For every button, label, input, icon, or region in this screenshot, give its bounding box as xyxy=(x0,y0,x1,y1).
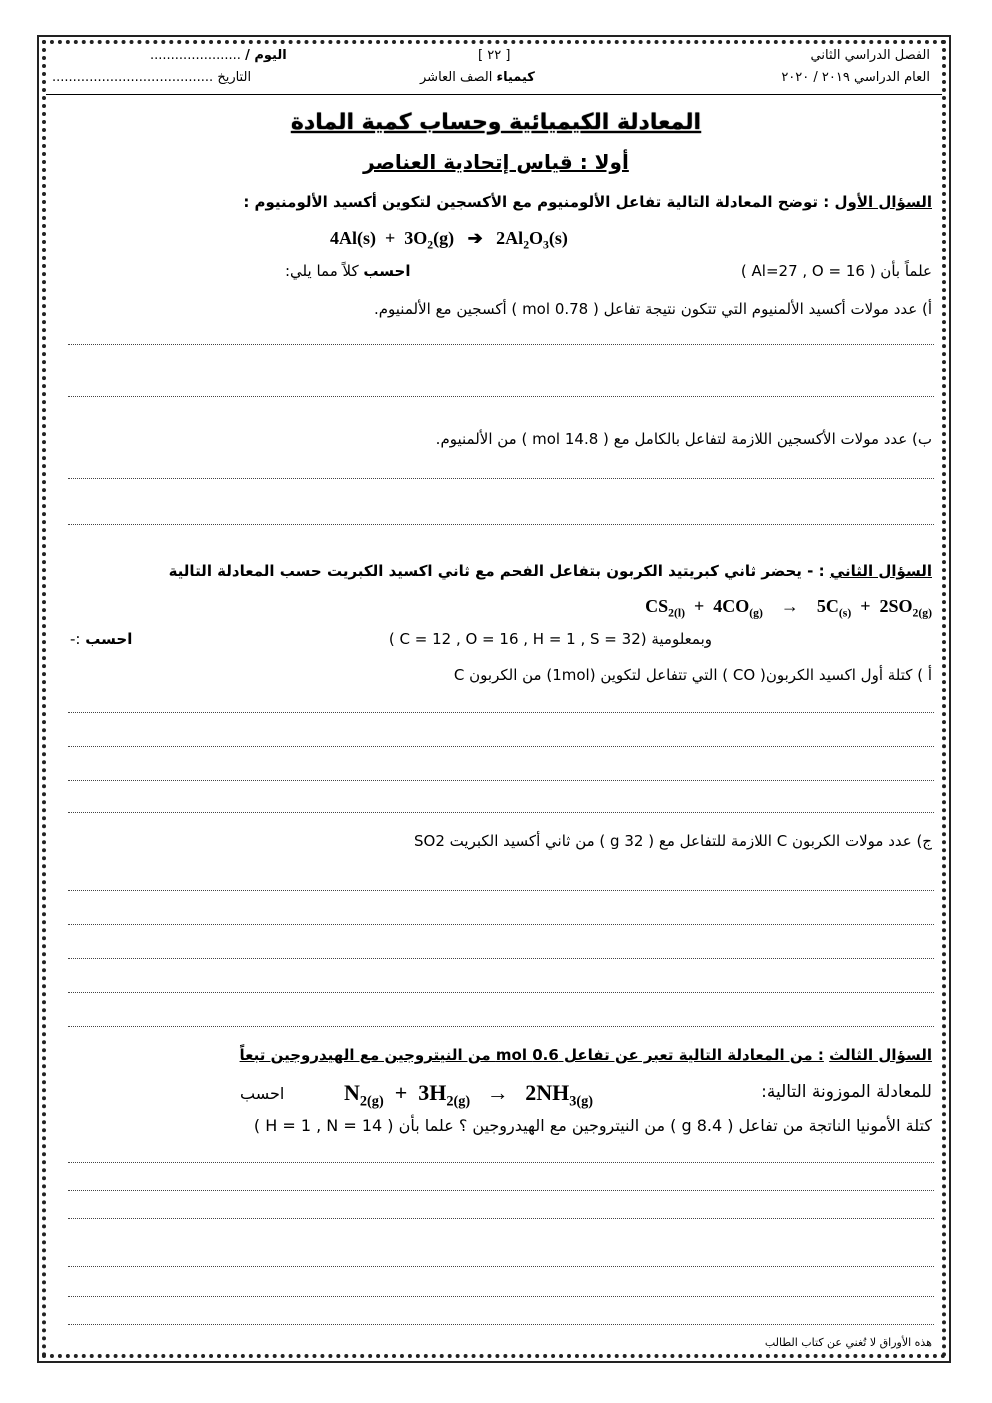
q2-calc-word: احسب xyxy=(85,630,133,648)
answer-line xyxy=(68,924,934,925)
q3-text: : من المعادلة التالية تعبر عن تفاعل 0.6 mol من النيتروجين مع الهيدروجين تبعاً xyxy=(239,1046,824,1064)
answer-line xyxy=(68,780,934,781)
q2-part-c: ج) عدد مولات الكربون C اللازمة للتفاعل مع ( 32 g ) من ثاني أكسيد الكبريت SO2 xyxy=(414,832,932,850)
answer-line xyxy=(68,958,934,959)
answer-line xyxy=(68,1266,934,1267)
q3-equation: $N_{2(g)} + 3H_{2(g)} \to 2NH_{3(g)}$ xyxy=(344,1080,594,1110)
q3-heading xyxy=(240,1046,932,1064)
page-title: المعادلة الكيميائية وحساب كمية المادة xyxy=(290,110,702,135)
q2-equation: $CS_{2(l)} + 4CO_{(g)}$ → $5C_{(s)} + 2SO_{2(g)}$ xyxy=(645,596,932,620)
q3-lead: للمعادلة الموزونة التالية: xyxy=(761,1082,932,1102)
year-label: العام الدراسي xyxy=(853,70,930,85)
q2-label: السؤال الثاني xyxy=(829,562,932,580)
q3-label: السؤال الثالث xyxy=(829,1046,932,1064)
answer-line xyxy=(68,992,934,993)
q1-part-a: أ) عدد مولات أكسيد الألمنيوم التي تتكون نتيجة تفاعل ( 0.78 mol ) أكسجين مع الألمنيوم. xyxy=(373,300,932,318)
q3-question: كتلة الأمونيا الناتجة من تفاعل ( 8.4 g ) من النيتروجين مع الهيدروجين ؟ علما بأن ( H = 1 , N = 14 ) xyxy=(253,1116,932,1135)
answer-line xyxy=(68,524,934,525)
q1-calc-word: احسب xyxy=(363,262,411,280)
answer-line xyxy=(68,478,934,479)
answer-line xyxy=(68,746,934,747)
date-label: التاريخ xyxy=(217,70,252,85)
section-title: أولا : قياس إتحادية العناصر xyxy=(363,150,629,174)
header-divider xyxy=(46,94,942,95)
answer-line xyxy=(68,344,934,345)
year-value: ٢٠١٩ / ٢٠٢٠ xyxy=(781,70,850,85)
q2-part-a: أ ) كتلة أول اكسيد الكربون( CO ) التي تتفاعل لتكوين (1mol) من الكربون C xyxy=(453,666,932,684)
grade: الصف العاشر xyxy=(420,70,493,85)
answer-line xyxy=(68,1162,934,1163)
semester-label: الفصل الدراسي الثاني xyxy=(810,48,930,63)
answer-line xyxy=(68,712,934,713)
answer-line xyxy=(68,890,934,891)
q2-heading xyxy=(169,562,932,580)
q1-calc-rest: كلاً مما يلي: xyxy=(285,262,359,280)
q1-calc xyxy=(285,262,411,280)
footer-note: هذه الأوراق لا تُغني عن كتاب الطالب xyxy=(764,1336,932,1349)
q1-heading xyxy=(243,193,932,211)
answer-line xyxy=(68,1296,934,1297)
answer-line xyxy=(68,1026,934,1027)
q2-text-tail: حسب المعادلة التالية xyxy=(168,562,322,580)
date-dots: ....................................... xyxy=(52,70,214,85)
answer-line xyxy=(68,1190,934,1191)
school-year xyxy=(781,70,930,85)
q2-calc-rest: :- xyxy=(70,630,81,648)
day-dots: ...................... xyxy=(150,48,241,63)
answer-line xyxy=(68,1324,934,1325)
q1-text: : توضح المعادلة التالية تفاعل الألومنيوم مع الأكسجين لتكوين أكسيد الألومنيوم : xyxy=(243,193,830,211)
day-label: اليوم / xyxy=(245,48,287,63)
subject-grade xyxy=(420,70,535,85)
page-number: [ ٢٢ ] xyxy=(478,48,511,63)
day-field xyxy=(150,48,287,63)
q1-equation: $4Al(s) + 3O_2(g)$ ➔ $2Al_2O_3(s)$ xyxy=(330,228,568,252)
q2-calc xyxy=(70,630,132,648)
date-field xyxy=(52,70,251,85)
q2-given: وبمعلومية (C = 12 , O = 16 , H = 1 , S = 32 ) xyxy=(388,630,712,648)
q2-text: : - يحضر ثاني كبريتيد الكربون بتفاعل الفحم مع ثاني اكسيد الكبريت xyxy=(326,562,825,580)
q3-calc-word: احسب xyxy=(240,1084,285,1103)
q1-part-b: ب) عدد مولات الأكسجين اللازمة لتفاعل بالكامل مع ( 14.8 mol ) من الألمنيوم. xyxy=(435,430,932,448)
answer-line xyxy=(68,812,934,813)
answer-line xyxy=(68,396,934,397)
subject: كيمياء xyxy=(496,70,535,85)
q1-given: علماً بأن ( Al=27 , O = 16 ) xyxy=(740,262,932,280)
q1-label: السؤال الأول xyxy=(834,193,932,211)
answer-line xyxy=(68,1218,934,1219)
